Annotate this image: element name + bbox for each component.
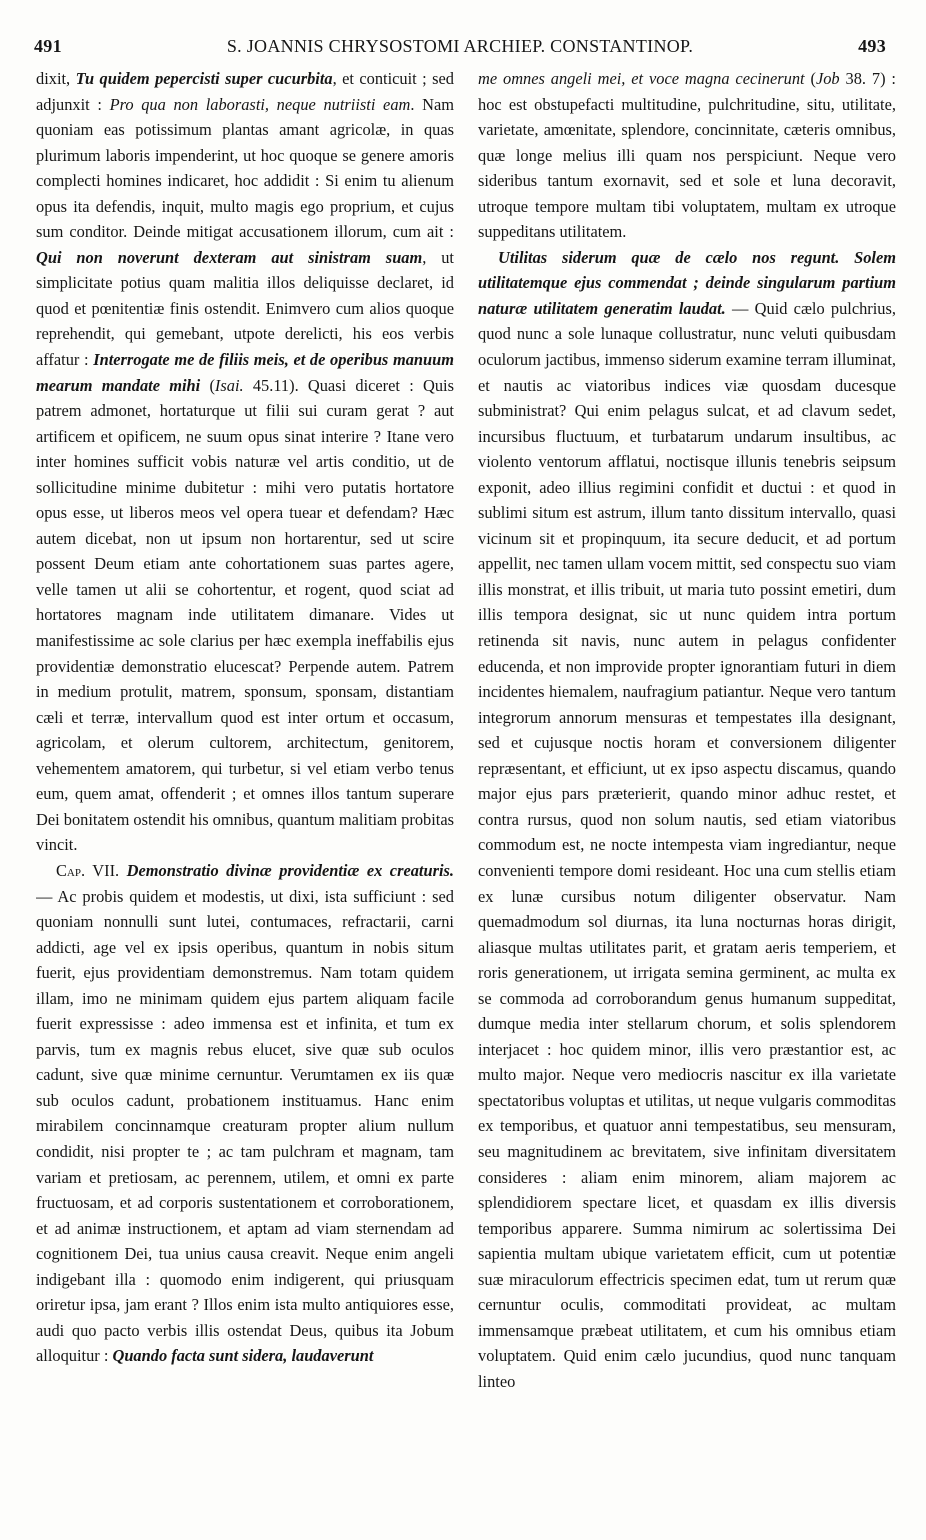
running-title: S. JOANNIS CHRYSOSTOMI ARCHIEP. CONSTANTINOP. (226, 36, 694, 56)
scripture-quote: Interrogate me de filiis meis, et de operibus manuum mearum mandate mihi (36, 350, 454, 395)
chapter-title: Demonstratio divinæ providentiæ ex creaturis. (126, 860, 454, 880)
scripture-quote: Qui non noverunt dexteram aut sinistram suam (36, 247, 423, 267)
text-run: ( (200, 375, 215, 395)
paragraph (478, 66, 896, 245)
running-header (34, 36, 886, 62)
text-run: . Nam quoniam eas potissimum plantas amant agricolæ, in quas plurimum laboris impenderint, ut hoc quoque se genere amoris complecti homines indicaret, hoc addidit : Si enim tu alienum opus ita defendis, inquit, multo magis ego proprium, et cujus sum conditor. Deinde mitigat accusationem illorum, cum ait : (36, 94, 454, 242)
section-paragraph (478, 245, 896, 1395)
scripture-reference: Job (815, 69, 840, 88)
text-run: 38. 7) : hoc est obstupefacti multitudine, pulchritudine, situ, utilitate, varietate, amœnitate, splendore, concinnitate, cæteris omnibus, quæ longe melius illi quam nos perspiciunt. Neque vero sideribus tantum exornavit, sed et sole et luna decoravit, utroque tempore multam tibi voluptatem, multam ex utroque suppeditans utilitatem. (478, 69, 896, 242)
text-run: — Quid cælo pulchrius, quod nunc a sole lunaque collustratur, nunc veluti quibusdam oculorum jactibus, immenso siderum examine terram illuminat, et nautis ac viatoribus indices viæ quosdam ducesque subministrat? Qui enim pelagus sulcat, et ad clavum sedet, incursibus fluctuum, et turbatarum undarum insultibus, ac violento ventorum afflatui, noctisque illunis tenebris seipsum exponit, adeo illius regimini confidit et ductui : et quod in sublimi situm est astrum, illum tanto dissitum intervallo, quasi vicinum sit et propinquum, ita secure deducit, et ad portum appellit, nec tamen ullam vocem mittit, sed conspectu suo viam illis monstrat, et illis tribuit, ut maria tuto possint emetiri, dum illis tempora designat, sic ut nunc quidem intra portum retinenda sit navis, nunc autem in pelagus confidenter educenda, et non improvide propter ignorantiam futuri in diem incidentes hiemalem, naufragium patiantur. Neque vero tantum integrorum annorum mensuras et tempestates illa designant, sed et cujusque noctis horam et conversionem diligenter repræsentant, et efficiunt, ut ex ipso aspectu discamus, quando major ejus pars præterierit, quando minor adhuc restet, et contra rursus, quod non solum nautis, sed etiam viatoribus commodum est, ne nocte intempesta viam ingrediantur, neque convenienti tempore domi resideant. Hoc una cum stellis etiam ex lunæ cursibus notum diligenter observatur. Nam quemadmodum sol diurnas, ita luna nocturnas horas dirigit, aliasque multas utilitates parit, et gratam aeris temperiem, et roris generationem, ut irrigata semina germinent, ac multa ex se commoda ad corroborandum genus humanum suppeditat, dumque media inter stellarum chorum, et solis splendorem interjacet : hoc quidem minor, illis vero præstantior est, ac multo major. Neque vero mediocris nascitur ex illa varietate spectatoribus voluptas et utilitas, ut neque vulgaris commoditas ex temporibus, et quatuor anni tempestatibus, seu mensuram, seu magnitudinem ac brevitatem, sive infinitam diversitatem consideres : aliam enim minorem, aliam majorem ac splendidiorem spectare licet, et quasdam ex illis diversis temporibus apparere. Summa nimirum ac solertissima Dei sapientia multam ubique varietatem efficit, cum ut potentiæ suæ miraculorum effectricis specimen edat, tum ut rerum quæ cernuntur oculis, commoditati provideat, ac multam immensamque præbeat utilitatem, et cum his omnibus etiam voluptatem. Quid enim cælo jucundius, quod nunc tanquam linteo (478, 298, 896, 1391)
paragraph (36, 66, 454, 858)
text-run: , ut simplicitate potius quam malitia illos deliquisse declaret, id quod et pœnitentiæ finis ostendit. Enimvero cum alios quoque reprehendit, qui gemebant, utpote derelicti, his eos verbis affatur : (36, 247, 454, 370)
chapter-label: Cap. VII. (56, 860, 120, 880)
scripture-quote: Tu quidem pepercisti super cucurbita (75, 69, 333, 88)
scripture-reference: Isai. (214, 375, 244, 395)
text-run: — Ac probis quidem et modestis, ut dixi, ista sufficiunt : sed quoniam nonnulli sunt lutei, contumaces, refractarii, carni addicti, age vel ex ipsis operibus, quantum in nobis situm fuerit, ejus providentiam demonstremus. Nam totam quidem illam, imo ne minimam quidem ejus partem aliquam facile fuerit expressisse : adeo immensa est et infinita, et tum ex parvis, tum ex magnis rebus elucet, sive quæ sub oculos cadunt, sive quæ minime cernuntur. Verumtamen ex iis quæ sub oculos cadunt, probationem instituamus. Hanc enim mirabilem concinnamque creaturam propter alium nullum condidit, nisi propter te ; ac tam pulchram et magnam, tam variam et pretiosam, ac perennem, utilem, et omni ex parte fructuosam, et ad corporis sustentationem et corroborationem, et ad animæ instructionem, et aptam ad viam sternendam ad cognitionem Dei, tua unius causa creavit. Neque enim angeli indigebant illa : quomodo enim indigerent, qui priusquam oriretur ipsa, jam erant ? Illos enim ista multo antiquiores esse, audi quo pacto verbis illis ostendat Deus, quibus ita Jobum alloquitur : (36, 886, 454, 1366)
page-number-left: 491 (34, 36, 62, 56)
text-run: 45.11). Quasi diceret : Quis patrem admonet, hortaturque ut filii sui curam gerat ? aut artificem et opificem, ne suum opus sinat interire ? Itane vero inter homines sufficit vobis naturæ vel artis conditio, ut de sollicitudine minime dubitetur : mihi vero putatis hortatore opus esse, ut liberos meos vel opera tuear et defendam? Hæc autem dicebat, non ut ipsum non hortarentur, sed ut scire possent Deum etiam ante cohortationem suas partes agere, velle tamen ut alii se cohortentur, et rogent, quod sciat ad hortatores magnam inde utilitatem dimanare. Vides ut manifestissime ac sole clarius per hæc exempla ineffabilis ejus providentiæ demonstratio elucescat? Perpende autem. Patrem in medium protulit, matrem, sponsum, sponsam, distantiam cæli et terræ, intervallum quod est inter ortum et occasum, agricolam, et olerum cultorem, architectum, genitorem, vehementem amatorem, qui turbetur, si vel etiam verbo tenus eum, quem amat, offenderit ; et omnes illos tantum superare Dei bonitatem ostendit his omnibus, quantum malitiam probitas vincit. (36, 375, 454, 855)
text-run: , et conticuit ; sed adjunxit : (36, 69, 454, 114)
text-run: dixit, (36, 69, 76, 88)
page-number-right: 493 (858, 36, 886, 56)
scripture-quote: Pro qua non laborasti, neque nutriisti eam (109, 94, 411, 114)
left-column (36, 66, 454, 1506)
text-run: ( (804, 69, 816, 88)
right-column (478, 66, 896, 1506)
section-title: Utilitas siderum quæ de cælo nos regunt. Solem utilitatemque ejus commendat ; deinde singularum partium naturæ utilitatem generatim laudat. (478, 247, 896, 318)
scripture-quote: me omnes angeli mei, et voce magna cecinerunt (478, 69, 805, 88)
scripture-quote: Quando facta sunt sidera, laudaverunt (112, 1346, 374, 1366)
chapter-paragraph (36, 858, 454, 1369)
